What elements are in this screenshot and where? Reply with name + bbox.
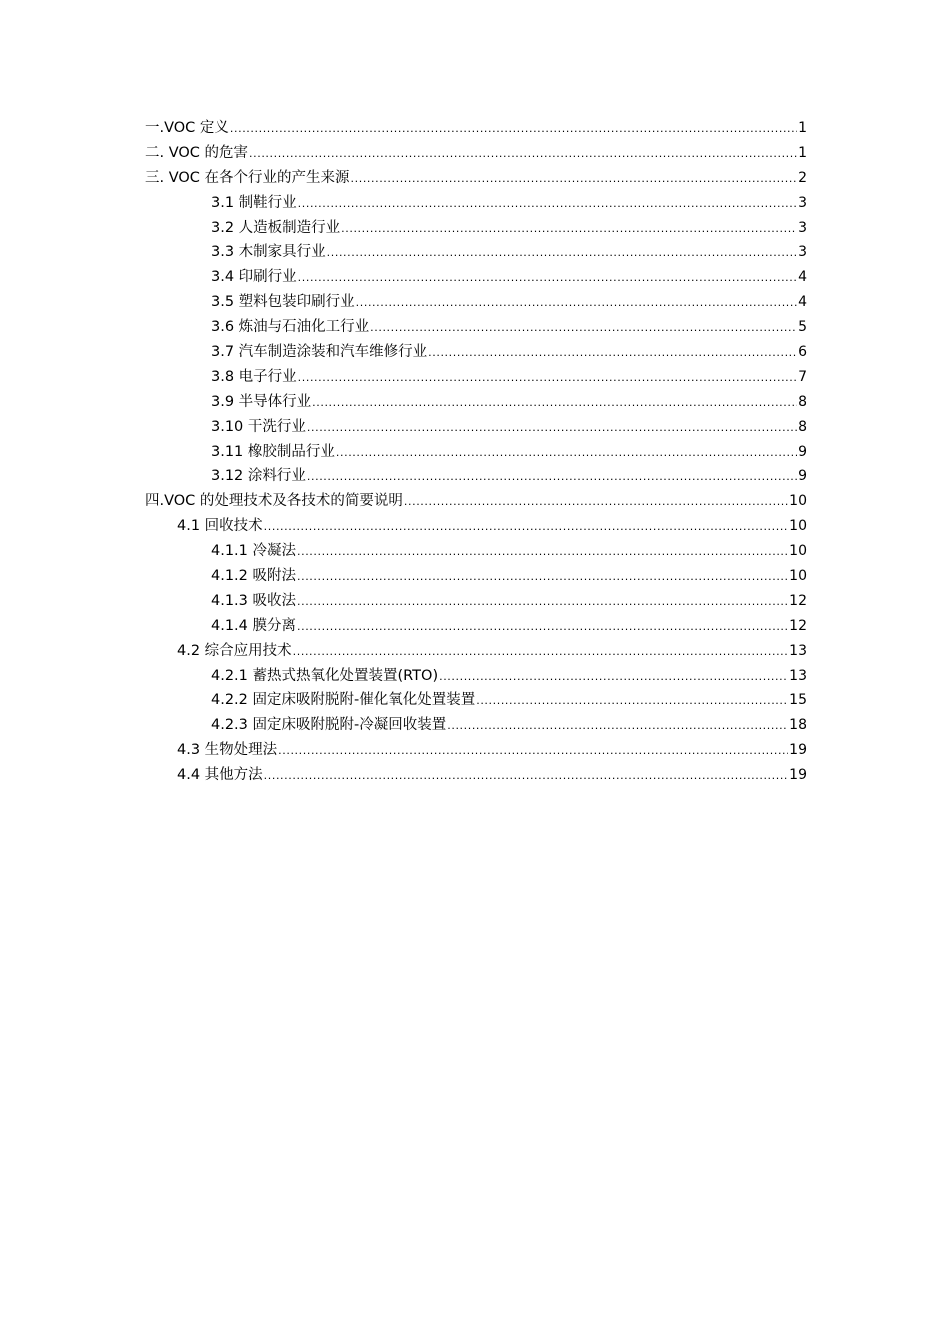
toc-dot-leader — [447, 714, 788, 739]
toc-page-number: 13 — [789, 667, 807, 684]
toc-entry[interactable] — [145, 539, 807, 564]
toc-dot-leader — [428, 341, 797, 366]
toc-page-number: 9 — [798, 468, 807, 485]
toc-page-number: 8 — [798, 418, 807, 435]
toc-entry-title: 3.2 人造板制造行业 — [211, 219, 341, 236]
toc-entry-title: 4.1 回收技术 — [177, 518, 263, 535]
toc-dot-leader — [297, 590, 788, 615]
toc-entry-title: 3.12 涂料行业 — [211, 468, 306, 485]
toc-entry[interactable] — [145, 614, 807, 639]
toc-entry[interactable] — [145, 564, 807, 589]
toc-entry[interactable] — [145, 589, 807, 614]
toc-page-number: 1 — [798, 120, 807, 136]
toc-page-number: 12 — [789, 617, 807, 634]
toc-page-number: 6 — [798, 344, 807, 361]
toc-entry[interactable] — [145, 489, 807, 514]
toc-entry-title: 3.4 印刷行业 — [211, 269, 297, 286]
toc-dot-leader — [327, 241, 797, 266]
toc-dot-leader — [298, 266, 797, 291]
toc-entry[interactable] — [145, 514, 807, 539]
toc-entry-title: 4.2 综合应用技术 — [177, 642, 292, 659]
toc-entry[interactable] — [145, 191, 807, 216]
toc-entry[interactable] — [145, 440, 807, 465]
toc-entry-title: 3.3 木制家具行业 — [211, 244, 326, 261]
toc-page-number: 10 — [789, 543, 807, 560]
toc-entry-title: 3.1 制鞋行业 — [211, 194, 297, 211]
toc-entry-title: 3.9 半导体行业 — [211, 393, 312, 410]
toc-entry-title: 3.6 炼油与石油化工行业 — [211, 319, 370, 336]
toc-entry[interactable] — [145, 763, 807, 788]
toc-dot-leader — [341, 217, 797, 242]
toc-entry[interactable] — [145, 116, 807, 141]
toc-entry-title: 四.VOC 的处理技术及各技术的简要说明 — [145, 493, 403, 510]
toc-page-number: 18 — [789, 717, 807, 734]
toc-entry[interactable] — [145, 688, 807, 713]
toc-entry[interactable] — [145, 315, 807, 340]
toc-page-number: 3 — [798, 219, 807, 236]
toc-page-number: 4 — [798, 294, 807, 311]
toc-page-number: 10 — [789, 568, 807, 585]
toc-entry-title: 三. VOC 在各个行业的产生来源 — [145, 169, 350, 186]
toc-entry[interactable] — [145, 265, 807, 290]
toc-entry-title: 4.1.3 吸收法 — [211, 592, 297, 609]
toc-entry[interactable] — [145, 415, 807, 440]
toc-page-number: 10 — [789, 493, 807, 510]
toc-entry[interactable] — [145, 464, 807, 489]
toc-page-number: 1 — [798, 144, 807, 161]
toc-page-number: 10 — [789, 518, 807, 535]
toc-entry[interactable] — [145, 639, 807, 664]
toc-entry-title: 一.VOC 定义 — [145, 120, 229, 136]
toc-dot-leader — [297, 540, 788, 565]
toc-page-number: 5 — [798, 319, 807, 336]
toc-dot-leader — [230, 117, 797, 142]
toc-entry[interactable] — [145, 738, 807, 763]
toc-dot-leader — [264, 764, 789, 789]
toc-entry-title: 4.1.1 冷凝法 — [211, 543, 297, 560]
toc-entry[interactable] — [145, 240, 807, 265]
toc-page-number: 13 — [789, 642, 807, 659]
toc-entry[interactable] — [145, 713, 807, 738]
toc-entry[interactable] — [145, 664, 807, 689]
toc-dot-leader — [404, 490, 788, 515]
toc-dot-leader — [249, 142, 797, 167]
toc-entry-title: 3.8 电子行业 — [211, 368, 297, 385]
toc-page-number: 9 — [798, 443, 807, 460]
toc-page-number: 15 — [789, 692, 807, 709]
toc-entry-title: 4.4 其他方法 — [177, 767, 263, 784]
toc-page-number: 8 — [798, 393, 807, 410]
toc-entry-title: 4.1.2 吸附法 — [211, 568, 297, 585]
toc-page-number: 3 — [798, 194, 807, 211]
toc-dot-leader — [297, 615, 788, 640]
toc-dot-leader — [264, 515, 789, 540]
toc-entry-title: 4.1.4 膜分离 — [211, 617, 297, 634]
toc-dot-leader — [439, 665, 788, 690]
toc-page-number: 19 — [789, 767, 807, 784]
toc-entry-title: 4.2.2 固定床吸附脱附-催化氧化处置装置 — [211, 692, 476, 709]
toc-dot-leader — [297, 565, 788, 590]
toc-entry-title: 3.11 橡胶制品行业 — [211, 443, 335, 460]
toc-entry-title: 4.3 生物处理法 — [177, 742, 278, 759]
toc-dot-leader — [370, 316, 797, 341]
toc-dot-leader — [336, 441, 797, 466]
toc-entry[interactable] — [145, 340, 807, 365]
toc-entry[interactable] — [145, 365, 807, 390]
toc-entry-title: 4.2.3 固定床吸附脱附-冷凝回收装置 — [211, 717, 447, 734]
toc-entry-title: 二. VOC 的危害 — [145, 144, 249, 161]
table-of-contents — [145, 116, 807, 788]
toc-dot-leader — [307, 416, 797, 441]
toc-entry-title: 3.10 干洗行业 — [211, 418, 306, 435]
toc-entry-title: 3.5 塑料包装印刷行业 — [211, 294, 355, 311]
toc-dot-leader — [312, 391, 797, 416]
toc-page-number: 4 — [798, 269, 807, 286]
toc-dot-leader — [293, 640, 789, 665]
toc-dot-leader — [307, 465, 797, 490]
toc-page-number: 7 — [798, 368, 807, 385]
toc-page-number: 3 — [798, 244, 807, 261]
toc-entry[interactable] — [145, 290, 807, 315]
toc-entry-title: 4.2.1 蓄热式热氧化处置装置(RTO) — [211, 667, 439, 684]
toc-entry[interactable] — [145, 216, 807, 241]
toc-dot-leader — [351, 167, 798, 192]
toc-entry[interactable] — [145, 166, 807, 191]
toc-page-number: 12 — [789, 592, 807, 609]
toc-dot-leader — [278, 739, 788, 764]
toc-dot-leader — [298, 192, 797, 217]
toc-page-number: 19 — [789, 742, 807, 759]
toc-dot-leader — [298, 366, 797, 391]
toc-entry[interactable] — [145, 390, 807, 415]
toc-page-number: 2 — [798, 169, 807, 186]
toc-entry-title: 3.7 汽车制造涂装和汽车维修行业 — [211, 344, 428, 361]
toc-dot-leader — [476, 689, 788, 714]
toc-dot-leader — [356, 291, 797, 316]
toc-entry[interactable] — [145, 141, 807, 166]
